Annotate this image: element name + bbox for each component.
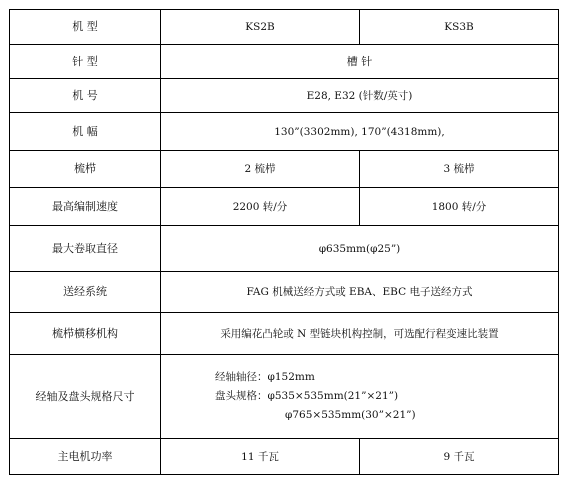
cell-gauge-label: 机 号 [10, 79, 161, 113]
cell-motor-label: 主电机功率 [10, 439, 161, 475]
beam-line-1: 经轴轴径：φ152mm [215, 371, 315, 383]
cell-needle-label: 针 型 [10, 45, 161, 79]
cell-bars-right: 3 梳栉 [360, 151, 559, 188]
row-letoff [10, 272, 559, 313]
cell-speed-left: 2200 转/分 [161, 188, 360, 226]
row-roll [10, 226, 559, 272]
cell-width-value: 130”(3302mm), 170”(4318mm), [161, 113, 559, 151]
cell-model-right: KS3B [360, 10, 559, 45]
cell-model-label: 机 型 [10, 10, 161, 45]
row-speed [10, 188, 559, 226]
cell-shogging-value: 采用编花凸轮或 N 型链块机构控制，可选配行程变速比装置 [161, 313, 559, 355]
beam-line-2: 盘头规格：φ535×535mm(21”×21”) [215, 390, 399, 402]
row-needle [10, 45, 559, 79]
cell-letoff-value: FAG 机械送经方式或 EBA、EBC 电子送经方式 [161, 272, 559, 313]
cell-roll-value: φ635mm(φ25”) [161, 226, 559, 272]
cell-motor-right: 9 千瓦 [360, 439, 559, 475]
cell-bars-left: 2 梳栉 [161, 151, 360, 188]
cell-motor-left: 11 千瓦 [161, 439, 360, 475]
beam-line-3: φ765×535mm(30”×21”) [285, 409, 416, 421]
cell-bars-label: 梳栉 [10, 151, 161, 188]
cell-gauge-value: E28, E32 (针数/英寸) [161, 79, 559, 113]
row-motor [10, 439, 559, 475]
cell-beam-label: 经轴及盘头规格尺寸 [10, 355, 161, 439]
cell-speed-right: 1800 转/分 [360, 188, 559, 226]
cell-speed-label: 最高编制速度 [10, 188, 161, 226]
cell-beam-value [161, 355, 559, 439]
row-bars [10, 151, 559, 188]
cell-shogging-label: 梳栉横移机构 [10, 313, 161, 355]
row-gauge [10, 79, 559, 113]
row-beam [10, 355, 559, 439]
row-shogging [10, 313, 559, 355]
cell-letoff-label: 送经系统 [10, 272, 161, 313]
spec-table [9, 9, 559, 475]
cell-width-label: 机 幅 [10, 113, 161, 151]
cell-needle-value: 槽 针 [161, 45, 559, 79]
cell-roll-label: 最大卷取直径 [10, 226, 161, 272]
cell-model-left: KS2B [161, 10, 360, 45]
row-width [10, 113, 559, 151]
row-model [10, 10, 559, 45]
